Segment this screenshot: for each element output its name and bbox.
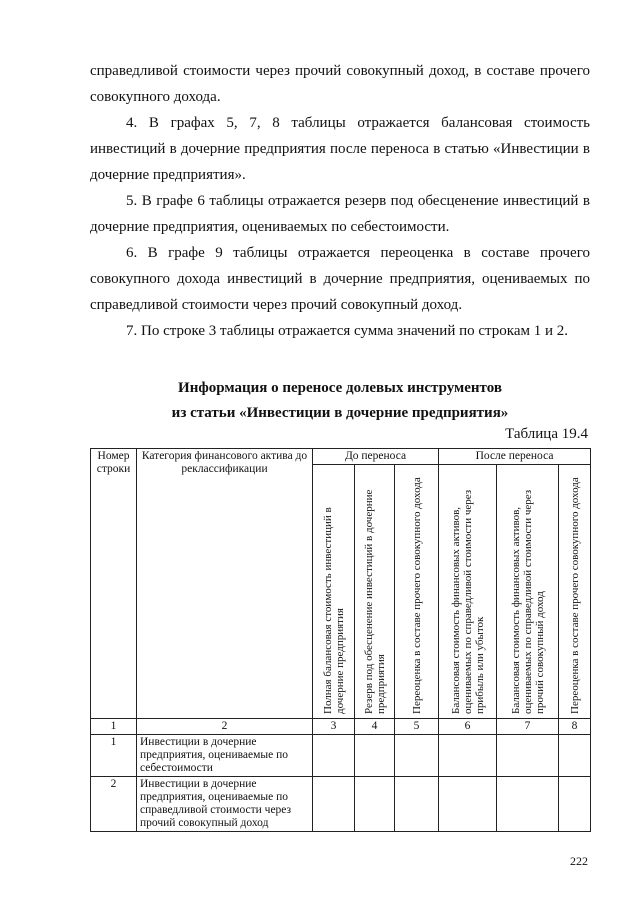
header-category: Категория финансового актива до реклассификации (137, 449, 313, 719)
reclassification-table (90, 448, 591, 832)
empty-cell (355, 777, 395, 832)
header-after-transfer: После переноса (439, 449, 591, 465)
empty-cell (497, 777, 559, 832)
empty-cell (439, 777, 497, 832)
header-col-5 (395, 465, 439, 719)
empty-cell (497, 735, 559, 777)
table-row (91, 735, 591, 777)
paragraph-item-6: 6. В графе 9 таблицы отражается переоценка в составе прочего совокупного дохода инвестиций в дочерние предприятия, оцениваемых по справедливой стоимости через прочий совокупный доход. (90, 245, 590, 313)
col-number: 1 (91, 719, 137, 735)
col-number: 8 (559, 719, 591, 735)
header-col-4 (355, 465, 395, 719)
page-number: 222 (570, 854, 588, 868)
header-col-7-text: Балансовая стоимость финансовых активов, оцениваемых по справедливой стоимости через прочий совокупный доход (509, 489, 546, 714)
header-col-6-text: Балансовая стоимость финансовых активов, оцениваемых по справедливой стоимости через прибыль или убыток (449, 489, 486, 714)
col-number: 5 (395, 719, 439, 735)
header-col-3 (313, 465, 355, 719)
header-col-4-text: Резерв под обесценение инвестиций в дочерние предприятия (362, 489, 387, 714)
empty-cell (313, 777, 355, 832)
row-category: Инвестиции в дочерние предприятия, оцениваемые по справедливой стоимости через прочий совокупный доход (137, 777, 313, 832)
empty-cell (559, 735, 591, 777)
paragraph-item-5: 5. В графе 6 таблицы отражается резерв под обесценение инвестиций в дочерние предприятия, оцениваемых по себестоимости. (90, 193, 590, 235)
empty-cell (395, 735, 439, 777)
row-number: 1 (91, 735, 137, 777)
table-caption: Таблица 19.4 (505, 426, 588, 442)
table-row (91, 777, 591, 832)
paragraph-continuation: справедливой стоимости через прочий совокупный доход, в составе прочего совокупного дохода. (90, 63, 590, 105)
section-heading-line2: из статьи «Инвестиции в дочерние предприятия» (171, 405, 509, 421)
header-col-7 (497, 465, 559, 719)
header-before-transfer: До переноса (313, 449, 439, 465)
paragraph-item-7: 7. По строке 3 таблицы отражается сумма значений по строкам 1 и 2. (126, 323, 569, 339)
col-number: 7 (497, 719, 559, 735)
header-col-3-text: Полная балансовая стоимость инвестиций в дочерние предприятия (321, 507, 346, 714)
empty-cell (313, 735, 355, 777)
section-heading-line1: Информация о переносе долевых инструментов (178, 380, 502, 396)
header-col-5-text: Переоценка в составе прочего совокупного дохода (410, 477, 423, 714)
empty-cell (439, 735, 497, 777)
empty-cell (355, 735, 395, 777)
header-col-8-text: Переоценка в составе прочего совокупного дохода (568, 477, 581, 714)
paragraph-item-4: 4. В графах 5, 7, 8 таблицы отражается балансовая стоимость инвестиций в дочерние предприятия после переноса в статью «Инвестиции в дочерние предприятия». (90, 115, 590, 183)
column-numbers-row (91, 719, 591, 735)
col-number: 6 (439, 719, 497, 735)
empty-cell (559, 777, 591, 832)
col-number: 4 (355, 719, 395, 735)
header-row-number: Номер строки (91, 449, 137, 719)
col-number: 3 (313, 719, 355, 735)
table-header-row-1 (91, 449, 591, 465)
header-col-6 (439, 465, 497, 719)
header-col-8 (559, 465, 591, 719)
col-number: 2 (137, 719, 313, 735)
row-category: Инвестиции в дочерние предприятия, оцениваемые по себестоимости (137, 735, 313, 777)
row-number: 2 (91, 777, 137, 832)
empty-cell (395, 777, 439, 832)
